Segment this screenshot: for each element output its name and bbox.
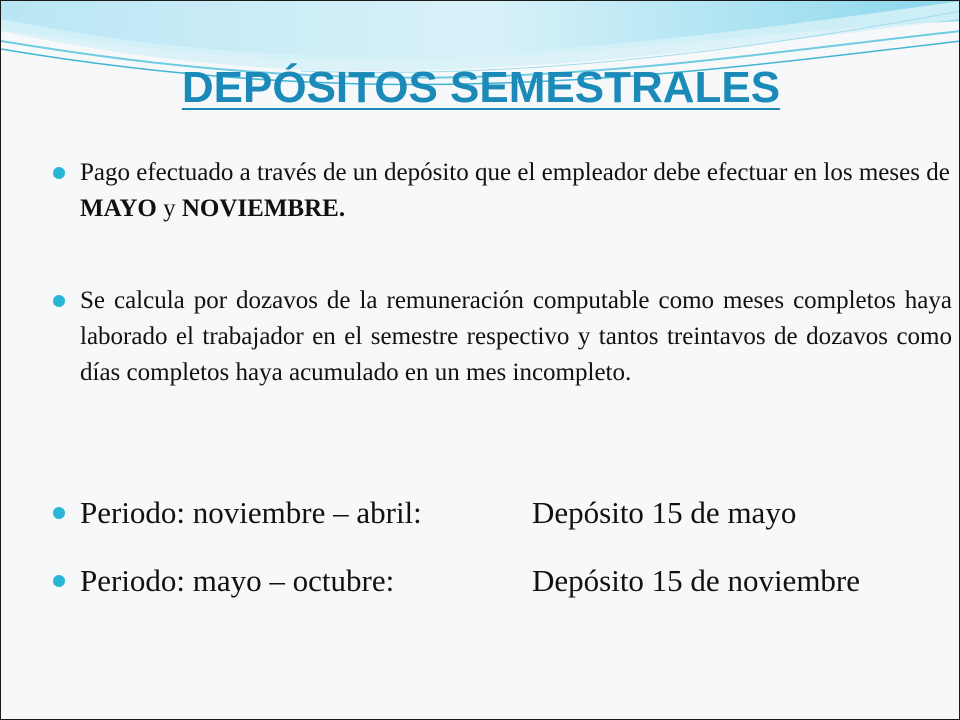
- slide-title: DEPÓSITOS SEMESTRALES: [181, 63, 781, 112]
- payment-text-start: Pago efectuado a través de un depósito que el empleador debe efectuar en los meses de: [80, 159, 950, 186]
- deposit-date-2: Depósito 15 de noviembre: [532, 563, 861, 598]
- payment-connector: y: [156, 195, 182, 222]
- bullet-icon: [53, 507, 65, 519]
- bullet-icon: [53, 575, 65, 587]
- period-label-2: Periodo: mayo – octubre:: [80, 563, 395, 598]
- month-noviembre: NOVIEMBRE.: [181, 195, 346, 222]
- bullet-calculation-text: Se calcula por dozavos de la remuneración computable como meses completos haya laborado el trabajador en el semestre respectivo y tantos treintavos de dozavos como días completos haya acumulado en un mes incompleto.: [80, 287, 952, 386]
- month-mayo: MAYO: [80, 195, 157, 222]
- bullet-icon: [53, 167, 65, 179]
- bullet-icon: [53, 295, 65, 307]
- period-label-1: Periodo: noviembre – abril:: [80, 495, 422, 530]
- deposit-date-1: Depósito 15 de mayo: [532, 495, 797, 530]
- bullet-payment-text: [80, 155, 952, 227]
